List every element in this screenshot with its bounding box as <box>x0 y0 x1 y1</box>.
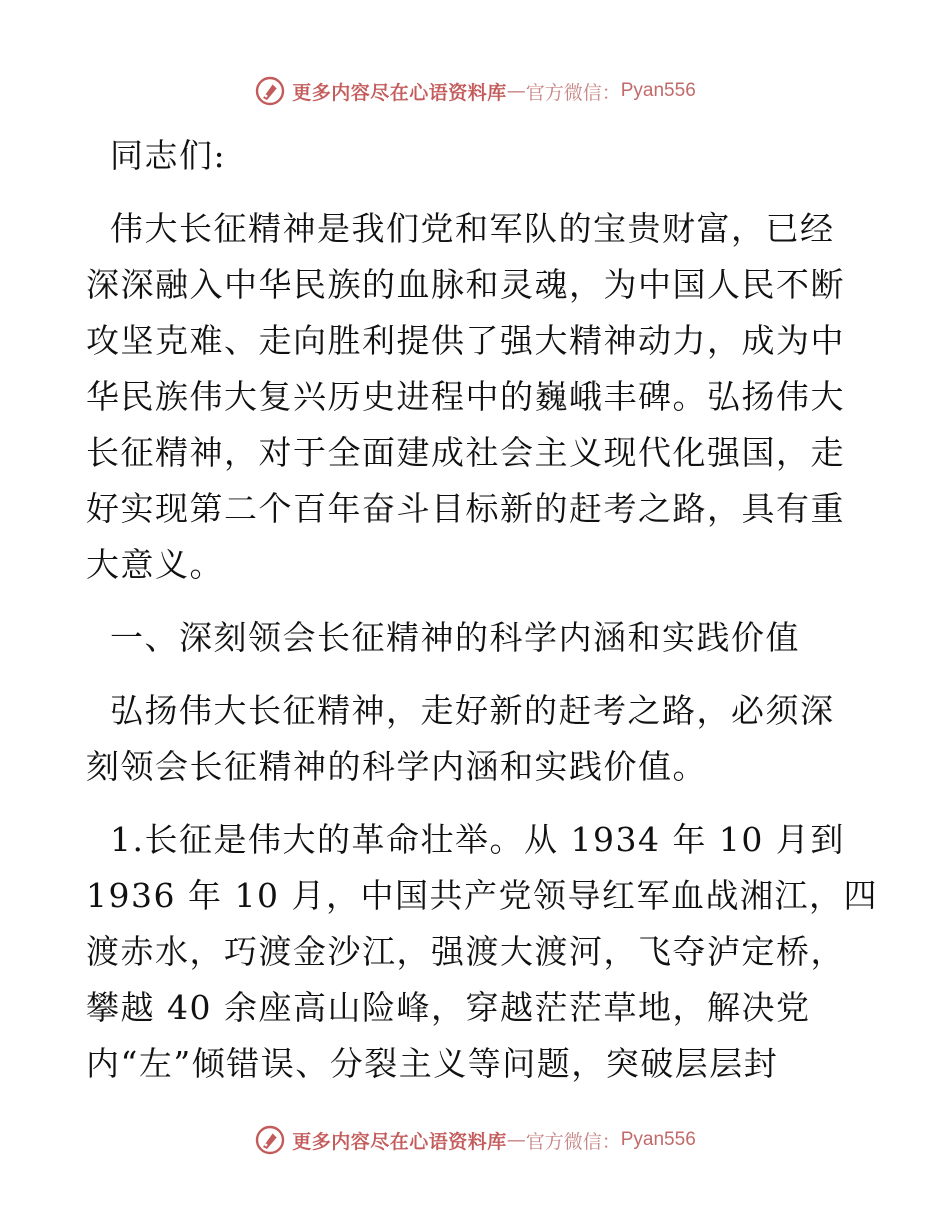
intro-line: 伟大长征精神是我们党和军队的宝贵财富，已经 <box>110 209 835 248</box>
paragraph-line: 渡赤水，巧渡金沙江，强渡大渡河，飞夺泸定桥， <box>86 932 845 971</box>
watermark-label: 官方微信： <box>525 1130 621 1153</box>
watermark-wechat-id: Pyan556 <box>620 80 696 101</box>
paragraph-line: 弘扬伟大长征精神，走好新的赶考之路，必须深 <box>110 691 835 730</box>
pen-nib-logo-icon <box>254 75 286 107</box>
intro-line: 长征精神，对于全面建成社会主义现代化强国，走 <box>86 433 845 472</box>
watermark-footer <box>0 1120 950 1160</box>
watermark-separator: — <box>506 1129 526 1151</box>
greeting: 同志们: <box>110 136 227 175</box>
intro-paragraph <box>86 201 858 593</box>
paragraph-line: 1.长征是伟大的革命壮举。从 1934 年 10 月到 <box>110 820 845 859</box>
paragraph-line: 攀越 40 余座高山险峰，穿越茫茫草地，解决党 <box>86 988 811 1027</box>
intro-line: 大意义。 <box>86 545 224 584</box>
document-body <box>86 120 878 1092</box>
watermark-header <box>0 71 950 111</box>
intro-line: 攻坚克难、走向胜利提供了强大精神动力，成为中 <box>86 321 845 360</box>
paragraph-line: 1936 年 10 月，中国共产党领导红军血战湘江，四 <box>86 876 878 915</box>
section-heading: 一、深刻领会长征精神的科学内涵和实践价值 <box>110 618 800 657</box>
watermark-separator: — <box>506 80 526 102</box>
intro-line: 深深融入中华民族的血脉和灵魂，为中国人民不断 <box>86 265 845 304</box>
intro-line: 好实现第二个百年奋斗目标新的赶考之路，具有重 <box>86 489 845 528</box>
pen-nib-logo-icon <box>254 1124 286 1156</box>
paragraph-3 <box>86 812 878 1092</box>
watermark-label: 官方微信： <box>525 81 621 104</box>
paragraph-line: 刻领会长征精神的科学内涵和实践价值。 <box>86 747 707 786</box>
watermark-main-text: 更多内容尽在心语资料库 <box>292 81 507 104</box>
paragraph-2 <box>86 683 858 795</box>
intro-line: 华民族伟大复兴历史进程中的巍峨丰碑。弘扬伟大 <box>86 377 845 416</box>
paragraph-line: 内“左”倾错误、分裂主义等问题，突破层层封 <box>86 1044 779 1083</box>
watermark-main-text: 更多内容尽在心语资料库 <box>292 1130 507 1153</box>
watermark-wechat-id: Pyan556 <box>620 1129 696 1150</box>
